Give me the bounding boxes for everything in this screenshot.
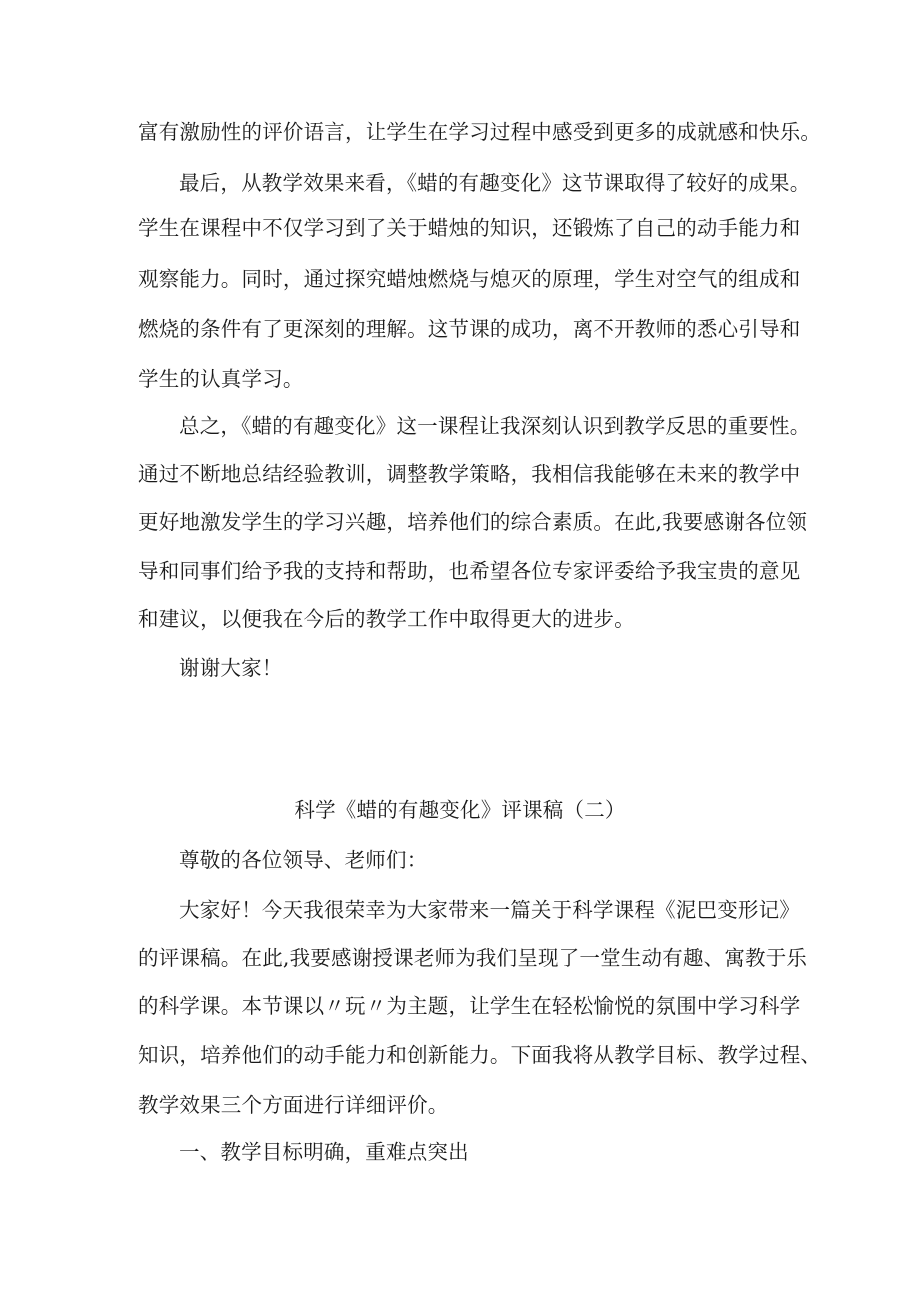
paragraph-line: 通过不断地总结经验教训，调整教学策略，我相信我能够在未来的教学中	[138, 462, 801, 486]
paragraph-line: 总之，《蜡的有趣变化》这一课程让我深刻认识到教学反思的重要性。	[179, 414, 811, 438]
paragraph-line: 和建议，以便我在今后的教学工作中取得更大的进步。	[138, 607, 635, 631]
paragraph-line: 学生的认真学习。	[138, 367, 304, 391]
paragraph-line: 大家好！今天我很荣幸为大家带来一篇关于科学课程《泥巴变形记》	[179, 898, 800, 922]
paragraph-line: 导和同事们给予我的支持和帮助，也希望各位专家评委给予我宝贵的意见	[138, 559, 801, 583]
closing-line: 谢谢大家！	[179, 656, 283, 680]
salutation: 尊敬的各位领导、老师们：	[179, 848, 428, 872]
paragraph-line: 学生在课程中不仅学习到了关于蜡烛的知识，还锻炼了自己的动手能力和	[138, 216, 801, 240]
paragraph-line: 知识，培养他们的动手能力和创新能力。下面我将从教学目标、教学过程、	[138, 1043, 822, 1067]
paragraph-line: 燃烧的条件有了更深刻的理解。这节课的成功，离不开教师的悉心引导和	[138, 317, 801, 341]
paragraph-line: 最后，从教学效果来看，《蜡的有趣变化》这节课取得了较好的成果。	[179, 171, 811, 195]
paragraph-line: 的科学课。本节课以〃玩〃为主题，让学生在轻松愉悦的氛围中学习科学	[138, 994, 801, 1018]
paragraph-line: 富有激励性的评价语言，让学生在学习过程中感受到更多的成就感和快乐。	[138, 120, 822, 144]
paragraph-line: 的评课稿。在此,我要感谢授课老师为我们呈现了一堂生动有趣、寓教于乐	[138, 946, 808, 970]
paragraph-line: 教学效果三个方面进行详细评价。	[138, 1093, 449, 1117]
section-heading: 一、教学目标明确，重难点突出	[179, 1140, 469, 1164]
paragraph-line: 观察能力。同时，通过探究蜡烛燃烧与熄灭的原理，学生对空气的组成和	[138, 267, 801, 291]
section-title: 科学《蜡的有趣变化》评课稿（二）	[294, 798, 626, 822]
paragraph-line: 更好地激发学生的学习兴趣，培养他们的综合素质。在此,我要感谢各位领	[138, 510, 808, 534]
